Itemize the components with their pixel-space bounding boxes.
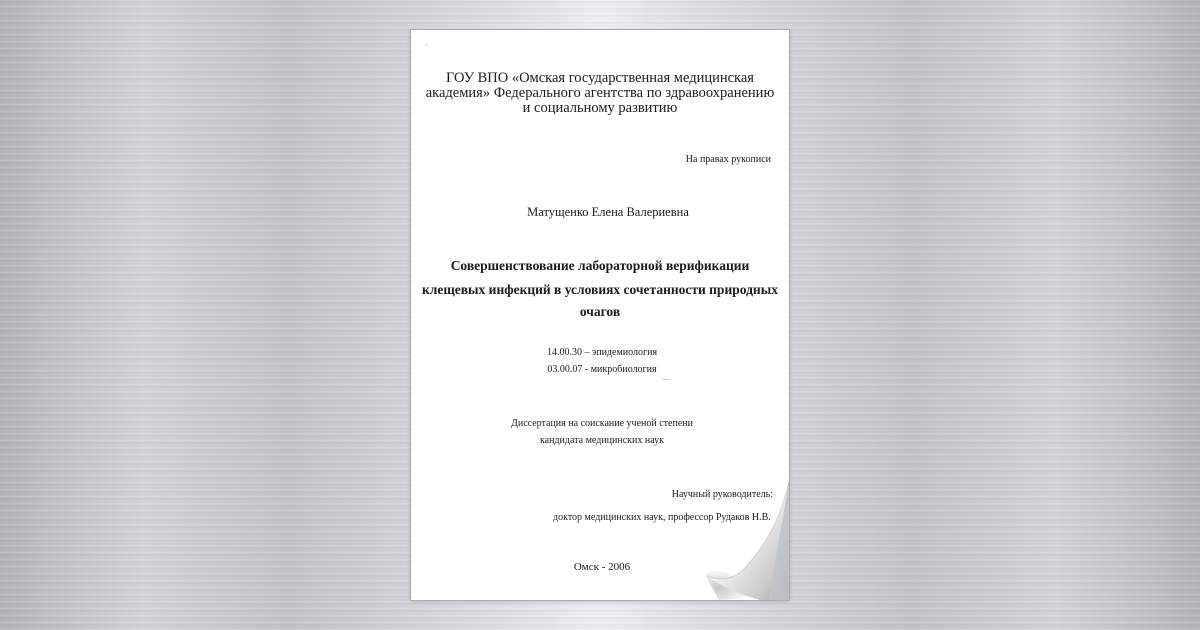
title-line-3: очагов xyxy=(579,304,621,319)
scan-speck: ‿ xyxy=(663,370,671,380)
title-line-2: клещевых инфекций в условиях сочетанности природных xyxy=(421,282,778,297)
author-name: Матущенко Елена Валериевна xyxy=(527,205,689,219)
organization-line-1: ГОУ ВПО «Омская государственная медицинская xyxy=(446,70,754,86)
organization-line-2: академия» Федерального агентства по здравоохранению xyxy=(425,85,775,101)
page-curl-icon xyxy=(699,480,789,600)
specialty-line-1: 14.00.30 – эпидемиология xyxy=(546,347,658,358)
specialty-line-2: 03.00.07 - микробиология xyxy=(547,364,657,375)
supervisor-name: доктор медицинских наук, профессор Рудаков Н.В. xyxy=(553,512,771,523)
city-year: Омск - 2006 xyxy=(573,561,631,573)
degree-line-1: Диссертация на соискание ученой степени xyxy=(511,418,693,429)
title-line-1: Совершенствование лабораторной верификации xyxy=(450,258,750,273)
supervisor-label: Научный руководитель: xyxy=(671,489,773,500)
scan-speck: · xyxy=(425,40,428,50)
manuscript-note: На правах рукописи xyxy=(685,154,771,165)
document-page xyxy=(411,30,789,600)
degree-line-2: кандидата медицинских наук xyxy=(539,435,665,446)
organization-line-3: и социальному развитию xyxy=(522,100,678,116)
